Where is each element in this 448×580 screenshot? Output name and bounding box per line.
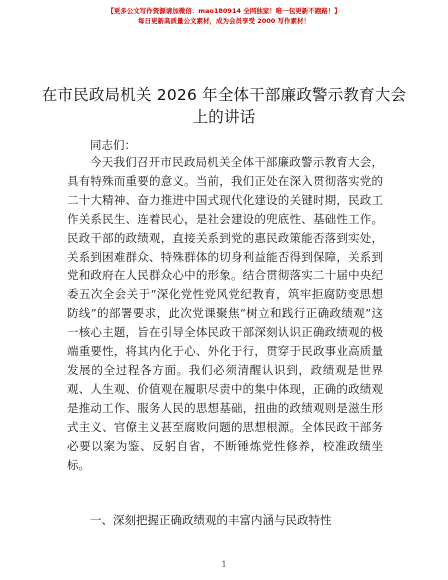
body-paragraph: 今天我们召开市民政局机关全体干部廉政警示教育大会，具有特殊而重要的意义。当前，我们正处在深入贯彻落实党的二十大精神、奋力推进中国式现代化建设的关键时期，民政工作关系民生、连着民心，是社会建设的兜底性、基础性工作。民政干部的政绩观，直接关系到党的惠民政策能否落到实处，关系到困难群众、特殊群体的切身利益能否得到保障，关系到党和政府在人民群众心中的形象。结合贯彻落实二十届中央纪委五次全会关于“深化党性党风党纪教育，筑牢拒腐防变思想防线”的部署要求，此次党课聚焦“树立和践行正确政绩观”这一核心主题，旨在引导全体民政干部深刻认识正确政绩观的极端重要性，将其内化于心、外化于行，贯穿于民政事业高质量发展的全过程各方面。我们必须清醒认识到，政绩观是世界观、人生观、价值观在履职尽责中的集中体现，正确的政绩观是推动工作、服务人民的思想基础，扭曲的政绩观则是滋生形式主义、官僚主义甚至腐败问题的思想根源。全体民政干部务必要以案为鉴、反躬自省，不断锤炼党性修养，校准政绩坐标。 <box>67 155 383 472</box>
document-title: 在市民政局机关 2026 年全体干部廉政警示教育大会上的讲话 <box>41 86 407 126</box>
page-number: 1 <box>221 560 227 569</box>
section-heading: 一、深刻把握正确政绩观的丰富内涵与民政特性 <box>90 513 332 527</box>
promo-banner-line1: 【更多公文写作资源请加微信：mao180914 全网独家！唯一包更新不跑路！】 <box>107 7 341 15</box>
salutation: 同志们： <box>90 138 136 152</box>
promo-banner <box>0 6 448 26</box>
promo-banner-line2: 每日更新高质量公文素材，成为会员享受 2000 写作素材！ <box>137 17 311 25</box>
